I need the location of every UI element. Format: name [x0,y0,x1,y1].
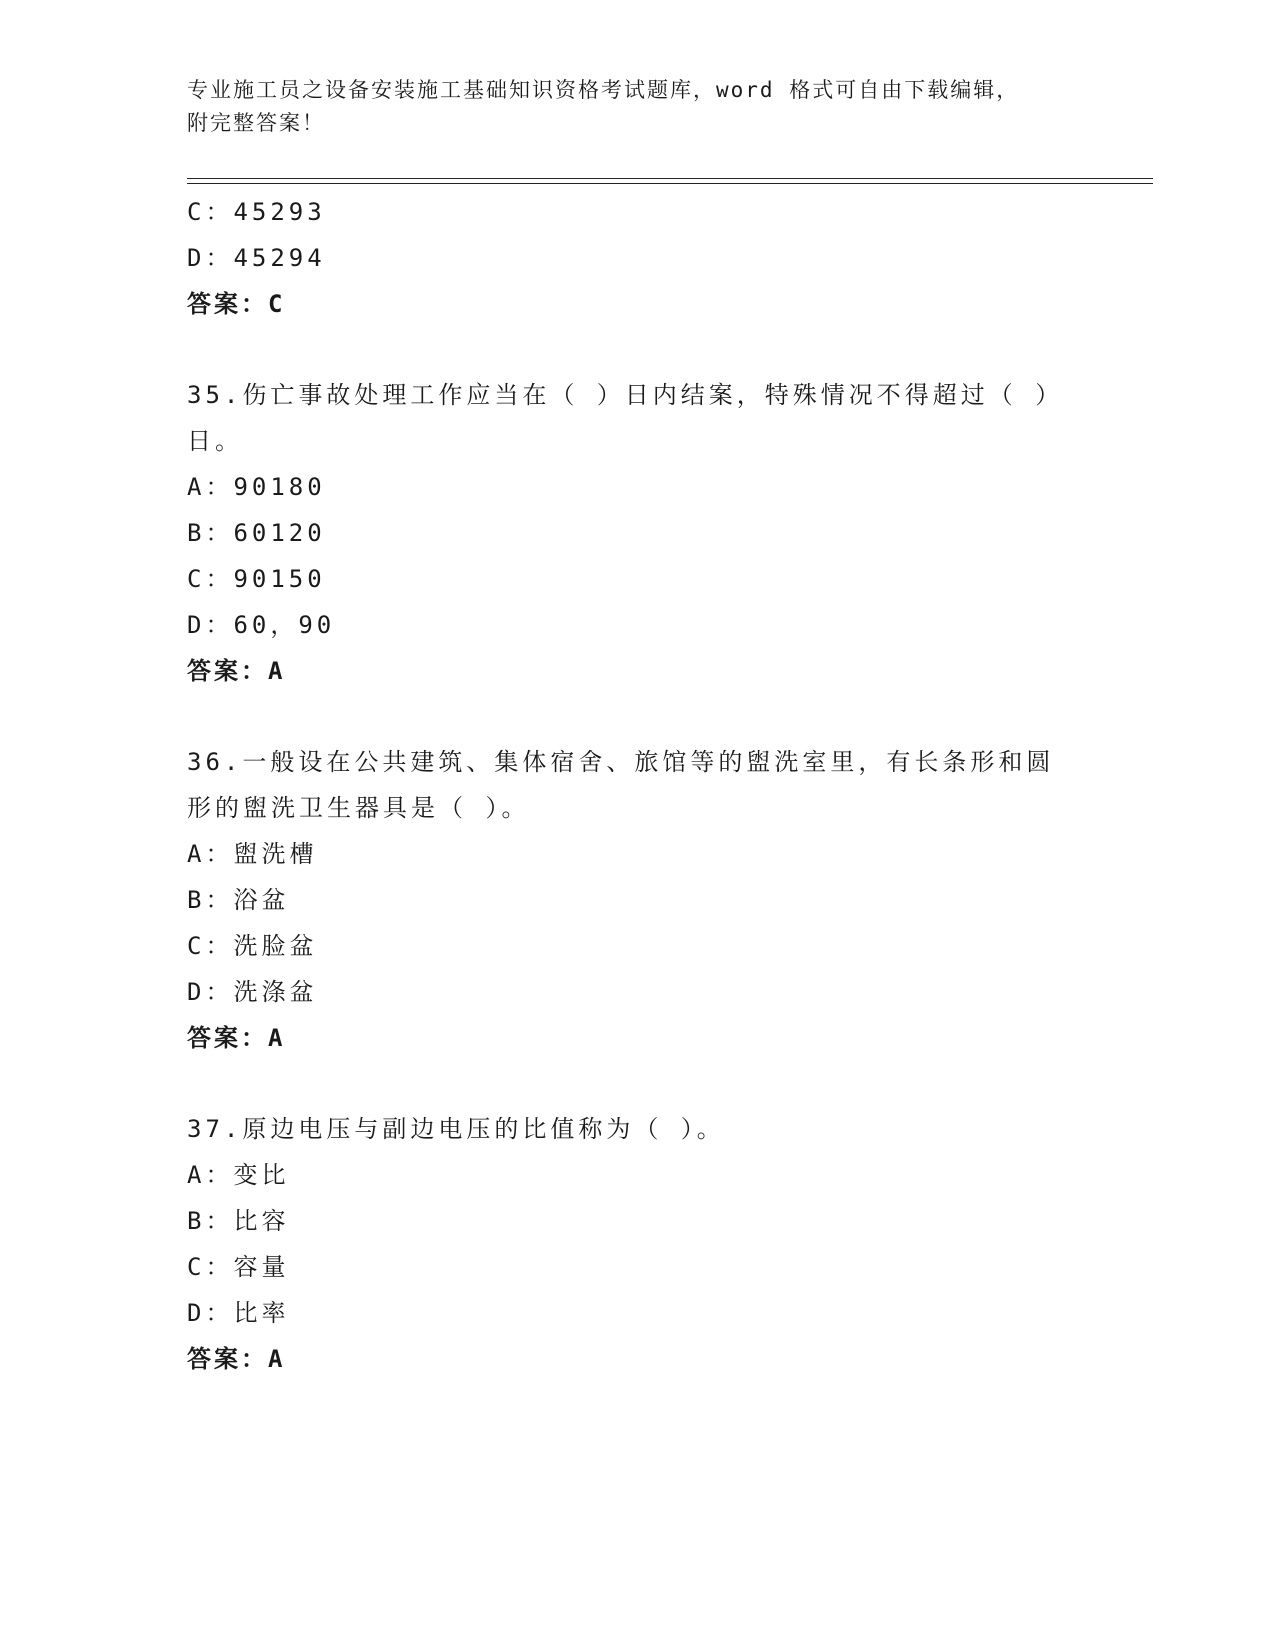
answer: 答案：A [187,1345,286,1373]
option-d: D：比率 [187,1299,290,1327]
answer: 答案：C [187,290,286,318]
option-c: C：45293 [187,198,326,226]
spacer [187,327,1087,372]
option-b: B：60120 [187,519,326,547]
option-d: D：45294 [187,244,326,272]
answer: 答案：A [187,657,286,685]
option-a: A：90180 [187,473,326,501]
option-d: D：洗涤盆 [187,978,318,1006]
option-b: B：比容 [187,1207,290,1235]
question-stem-line: 35.伤亡事故处理工作应当在（ ）日内结案，特殊情况不得超过（ ） [187,381,1064,409]
question-35 [187,372,1087,694]
question-stem-line: 36.一般设在公共建筑、集体宿舍、旅馆等的盥洗室里，有长条形和圆 [187,748,1055,776]
option-c: C：90150 [187,565,326,593]
option-a: A：盥洗槽 [187,840,318,868]
question-36 [187,739,1087,1061]
question-stem-line: 37.原边电压与副边电压的比值称为（ ）。 [187,1115,725,1143]
question-list [187,189,1087,1382]
question-37 [187,1106,1087,1382]
option-c: C：洗脸盆 [187,932,318,960]
header-divider-bottom [187,183,1153,184]
header-line-1: 专业施工员之设备安装施工基础知识资格考试题库，word 格式可自由下载编辑， [187,78,1020,102]
spacer [187,1061,1087,1106]
header-divider-top [187,178,1153,179]
question-stem-line: 日。 [187,427,243,455]
question-34 [187,189,1087,327]
option-d: D：60，90 [187,611,336,639]
spacer [187,694,1087,739]
page-header [187,74,1087,140]
question-stem-line: 形的盥洗卫生器具是（ ）。 [187,794,530,822]
answer: 答案：A [187,1024,286,1052]
option-b: B：浴盆 [187,886,290,914]
header-line-2: 附完整答案！ [187,111,325,135]
option-c: C：容量 [187,1253,290,1281]
option-a: A：变比 [187,1161,290,1189]
